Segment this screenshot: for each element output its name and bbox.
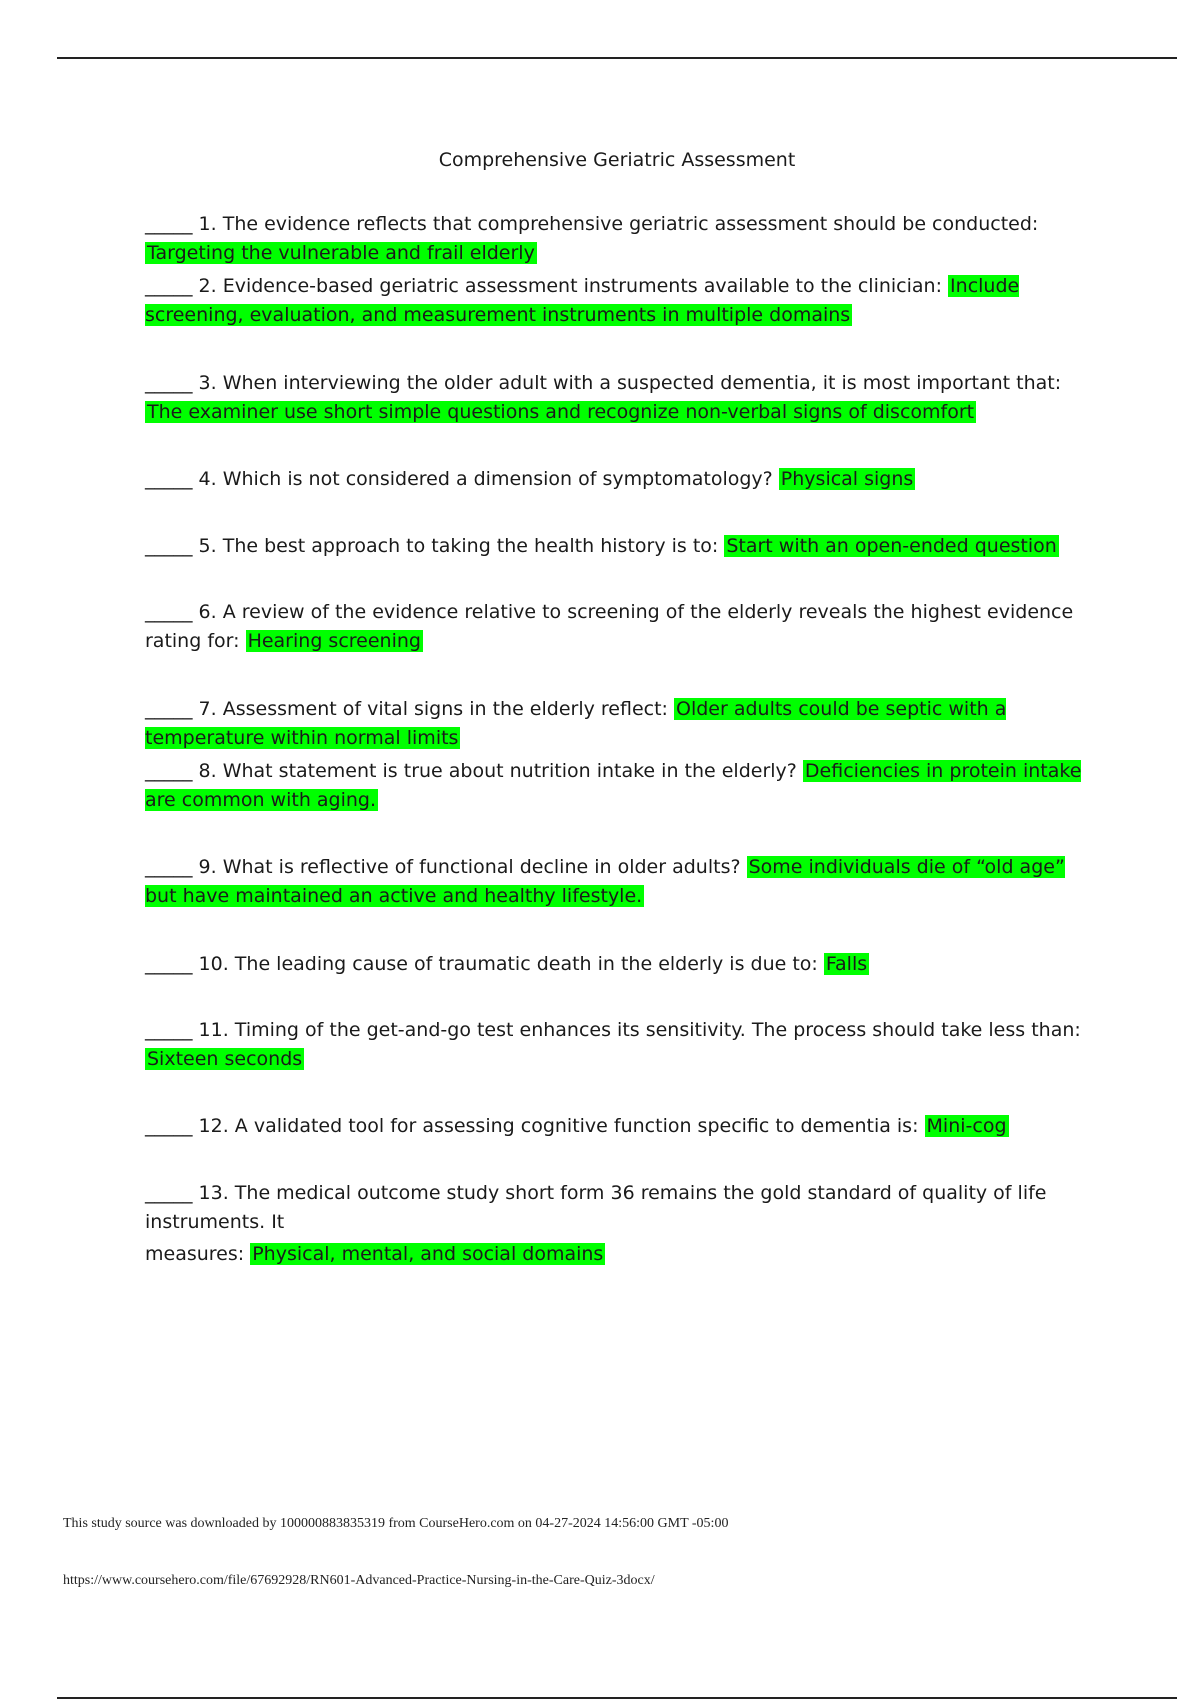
question-4 (145, 465, 1090, 494)
answer-highlight: Hearing screening (247, 630, 421, 652)
question-5 (145, 532, 1090, 561)
answer-highlight: Some individuals die of “old age” but have maintained an active and healthy lifestyle. (145, 856, 1065, 907)
question-text: _____ 11. Timing of the get-and-go test enhances its sensitivity. The process should take less than: (145, 1019, 1081, 1041)
source-url[interactable]: https://www.coursehero.com/file/67692928/RN601-Advanced-Practice-Nursing-in-the-Care-Quiz-3docx/ (63, 1573, 655, 1588)
question-text: _____ 5. The best approach to taking the health history is to: (145, 535, 725, 557)
question-9 (145, 853, 1090, 911)
question-2 (145, 272, 1090, 330)
answer-highlight: Physical signs (780, 468, 914, 490)
answer-highlight: The examiner use short simple questions and recognize non-verbal signs of discomfort (147, 401, 975, 423)
question-text: _____ 8. What statement is true about nutrition intake in the elderly? (145, 760, 803, 782)
answer-highlight: Mini-cog (926, 1115, 1007, 1137)
question-8 (145, 757, 1090, 815)
question-10 (145, 950, 1090, 979)
question-text: _____ 6. A review of the evidence relative to screening of the elderly reveals the highest evidence rating for: (145, 601, 1074, 652)
question-text: _____ 1. The evidence reflects that comprehensive geriatric assessment should be conducted: (145, 213, 1039, 235)
answer-highlight: Falls (825, 953, 868, 975)
question-text: _____ 3. When interviewing the older adult with a suspected dementia, it is most important that: (145, 372, 1062, 394)
question-text-continued: measures: (145, 1243, 251, 1265)
question-text: _____ 4. Which is not considered a dimension of symptomatology? (145, 468, 779, 490)
answer-highlight: Deficiencies in protein intake are common with aging. (145, 760, 1082, 811)
question-1 (145, 210, 1090, 268)
question-12 (145, 1112, 1090, 1141)
answer-highlight: Start with an open-ended question (726, 535, 1057, 557)
question-6 (145, 598, 1090, 656)
answer-highlight: Include screening, evaluation, and measurement instruments in multiple domains (145, 275, 1020, 326)
top-rule (57, 57, 1177, 59)
bottom-rule (57, 1697, 1177, 1699)
question-text: _____ 9. What is reflective of functional decline in older adults? (145, 856, 747, 878)
answer-highlight: Physical, mental, and social domains (252, 1243, 604, 1265)
question-13 (145, 1179, 1090, 1269)
document-title: Comprehensive Geriatric Assessment (438, 149, 796, 171)
download-note: This study source was downloaded by 100000883835319 from CourseHero.com on 04-27-2024 14:56:00 GMT -05:00 (63, 1516, 729, 1531)
question-text: _____ 10. The leading cause of traumatic death in the elderly is due to: (145, 953, 824, 975)
question-11 (145, 1016, 1090, 1074)
question-text: _____ 13. The medical outcome study short form 36 remains the gold standard of quality of life instruments. It (145, 1182, 1047, 1233)
answer-highlight: Sixteen seconds (147, 1048, 303, 1070)
question-text: _____ 7. Assessment of vital signs in the elderly reflect: (145, 698, 674, 720)
answer-highlight: Targeting the vulnerable and frail elderly (147, 242, 535, 264)
question-7 (145, 695, 1090, 753)
answer-highlight: Older adults could be septic with a temperature within normal limits (145, 698, 1007, 749)
question-text: _____ 2. Evidence-based geriatric assessment instruments available to the clinician: (145, 275, 949, 297)
question-3 (145, 369, 1090, 427)
question-text: _____ 12. A validated tool for assessing cognitive function specific to dementia is: (145, 1115, 925, 1137)
